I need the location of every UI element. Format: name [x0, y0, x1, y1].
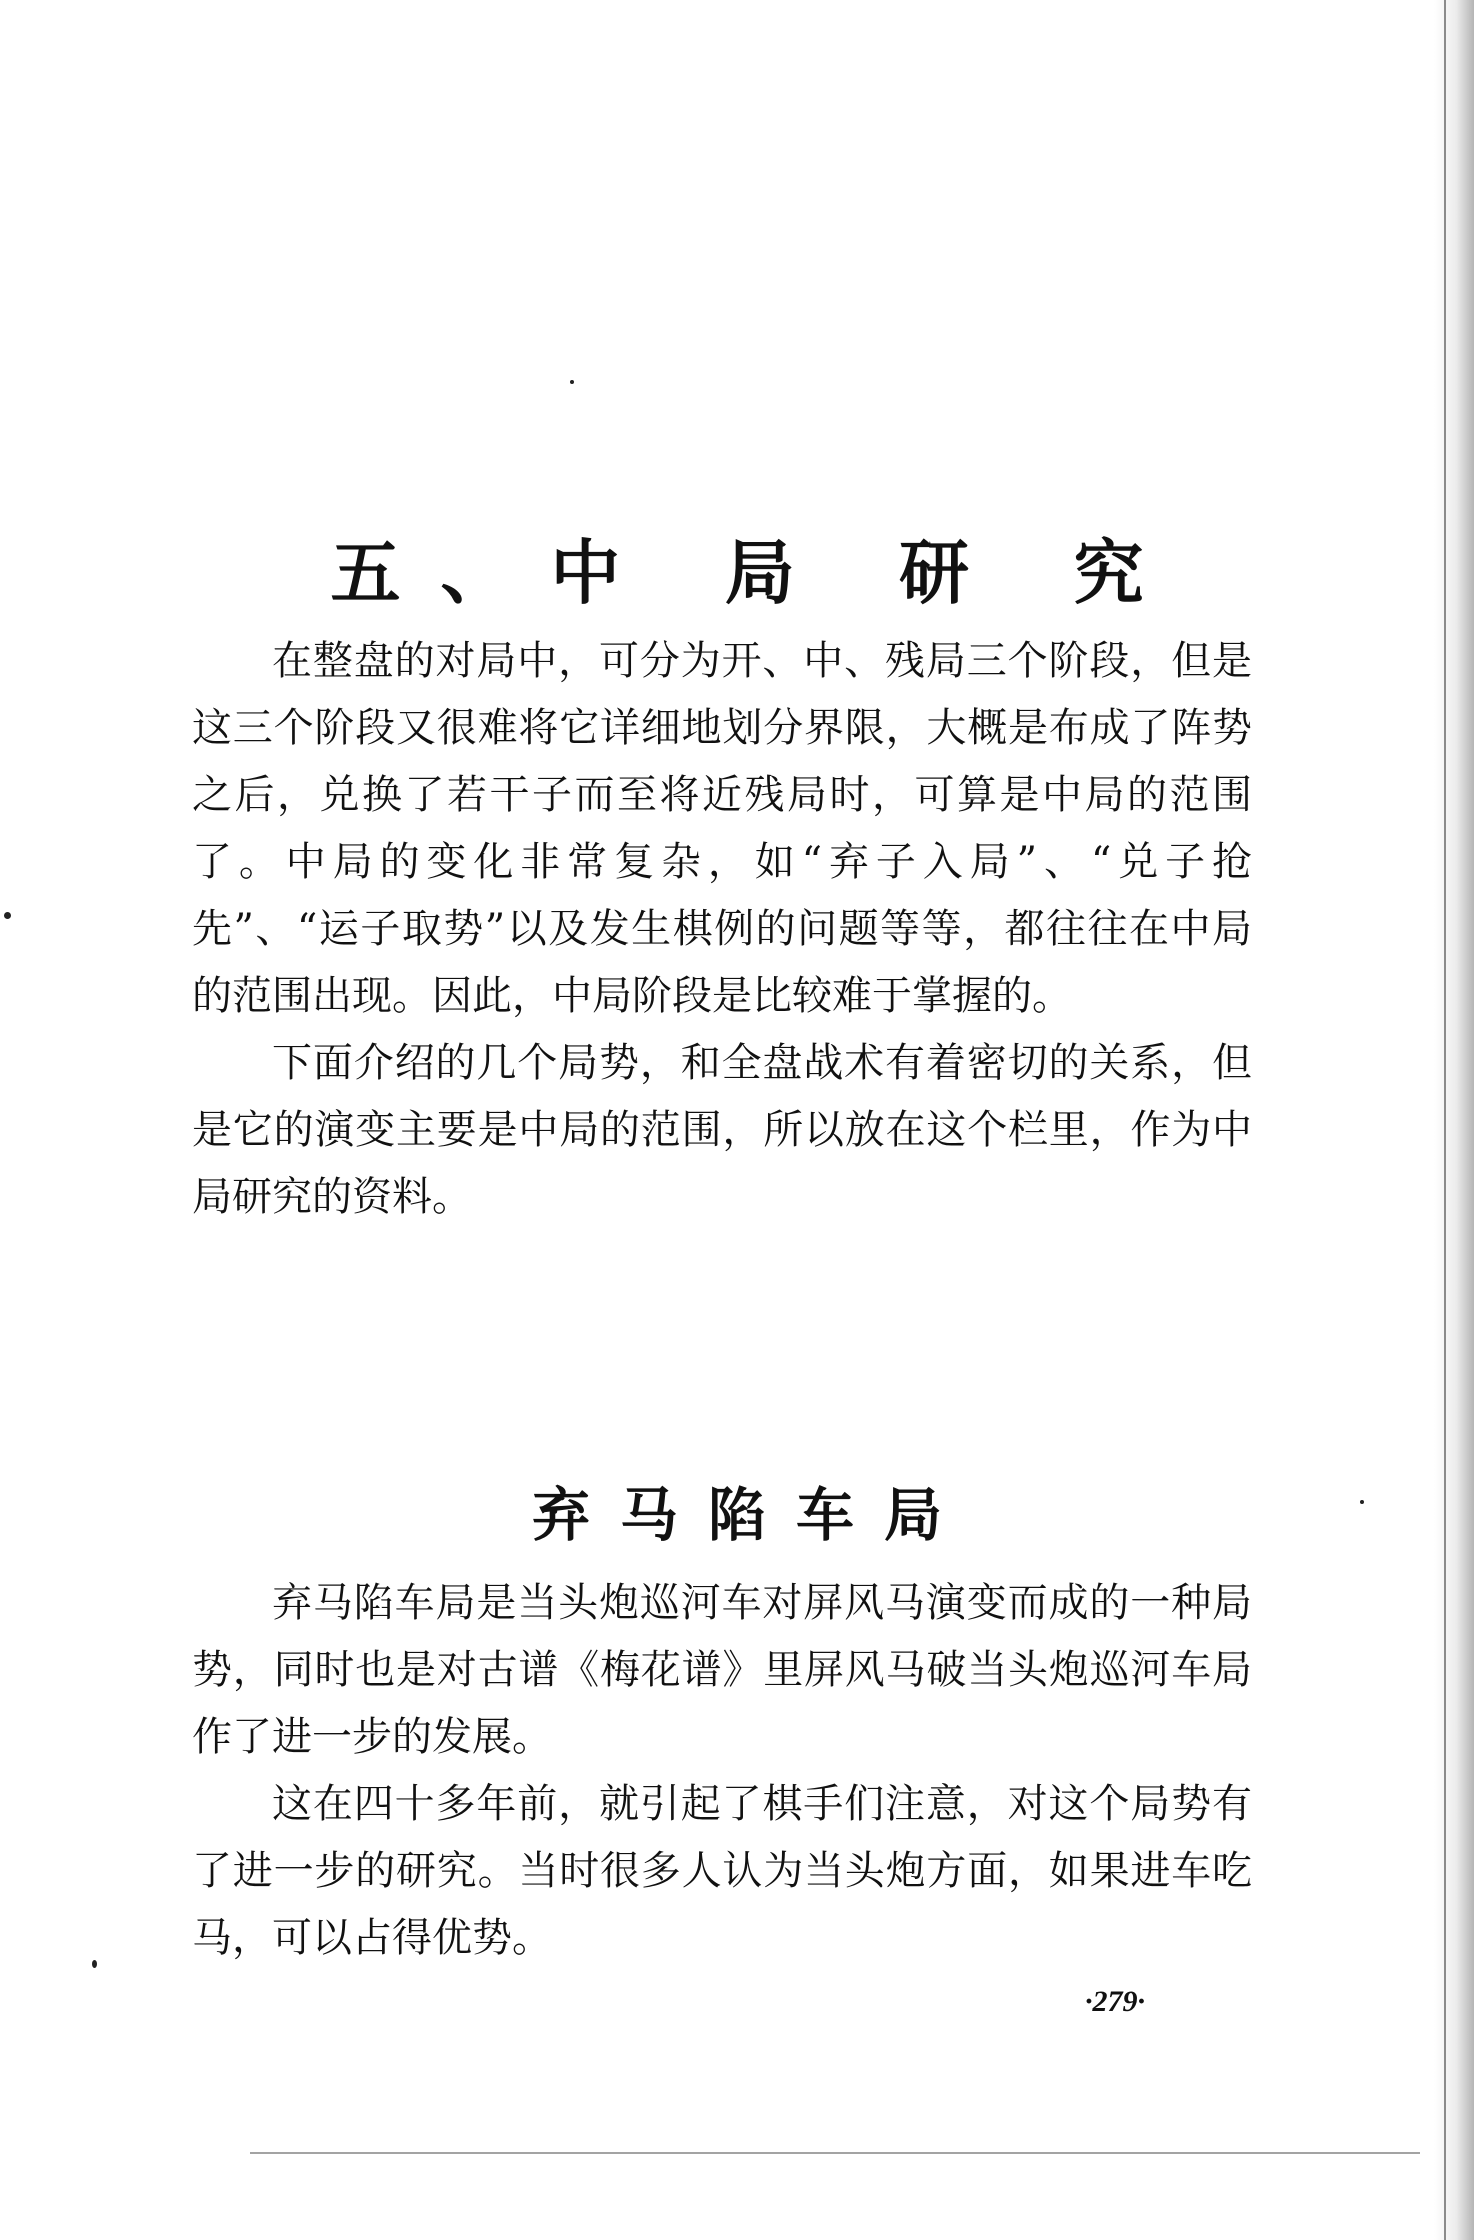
section-paragraph-1: 弃马陷车局是当头炮巡河车对屏风马演变而成的一种局势，同时也是对古谱《梅花谱》里屏风马破当头炮巡河车局作了进一步的发展。 — [192, 1580, 1252, 1760]
scan-speck — [570, 380, 574, 384]
chapter-body — [192, 628, 1252, 1231]
chapter-paragraph-2: 下面介绍的几个局势，和全盘战术有着密切的关系，但是它的演变主要是中局的范围，所以放在这个栏里，作为中局研究的资料。 — [192, 1040, 1252, 1220]
chapter-title: 五、中 局 研 究 — [330, 530, 1184, 614]
chapter-paragraph-1: 在整盘的对局中，可分为开、中、残局三个阶段，但是这三个阶段又很难将它详细地划分界限，大概是布成了阵势之后，兑换了若干子而至将近残局时，可算是中局的范围了。中局的变化非常复杂，如“弃子入局”、“兑子抢先”、“运子取势”以及发生棋例的问题等等，都往往在中局的范围出现。因此，中局阶段是比较难于掌握的。 — [192, 638, 1252, 1019]
scan-speck — [4, 912, 11, 919]
page-edge-shadow — [1434, 0, 1474, 2240]
section-body — [192, 1570, 1252, 1972]
section-title: 弃马陷车局 — [531, 1481, 972, 1550]
page-edge-line — [1444, 0, 1446, 2240]
page-bottom-line — [250, 2152, 1420, 2154]
page-number: ·279· — [1085, 1985, 1145, 2018]
section-paragraph-2: 这在四十多年前，就引起了棋手们注意，对这个局势有了进一步的研究。当时很多人认为当头炮方面，如果进车吃马，可以占得优势。 — [192, 1781, 1252, 1961]
scan-speck — [92, 1960, 97, 1968]
